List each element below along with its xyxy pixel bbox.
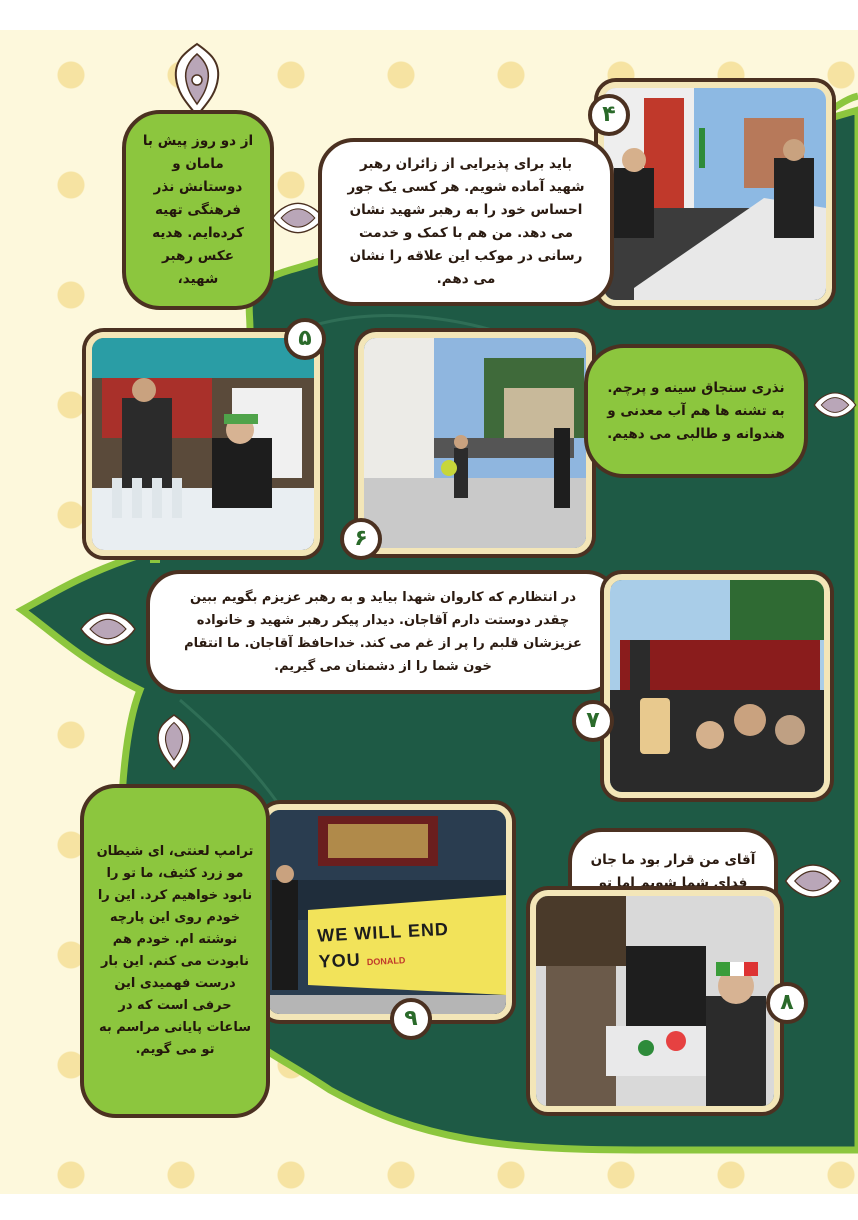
ornament-icon — [812, 385, 858, 425]
section-number-6: ۶ — [340, 518, 382, 560]
section-number-4: ۴ — [588, 94, 630, 136]
photo-6-street — [358, 332, 592, 554]
ornament-icon — [168, 40, 226, 120]
caption-bubble-9: ترامپ لعنتی، ای شیطان مو زرد کثیف، ما تو را نابود خواهیم کرد. این را خودم روی این پارچه نوشته ام. خودم هم نابودت می کنم. این بار درست فهمیدی این حرفی است که در ساعات پایانی مراسم به تو می گویم. — [80, 784, 270, 1118]
caption-bubble-5: از دو روز پیش با مامان و دوستانش نذر فرهنگی تهیه کرده‌ایم. هدیه عکس رهبر شهید، — [122, 110, 274, 310]
caption-bubble-8: آقای من قرار بود ما جان فدای شما شویم اما تو — [568, 828, 778, 938]
photo-5-water-bottles — [86, 332, 320, 556]
ornament-icon — [782, 862, 844, 900]
caption-bubble-4: باید برای پذیرایی از زائران رهبر شهید آماده شویم. هر کسی یک جور احساس خود را به رهبر شهید نشان می دهد. من هم با کمک و خدمت رسانی در موکب این علاقه را نشان می دهم. — [318, 138, 614, 306]
banner-text — [317, 913, 500, 977]
banner-signature: DONALD — [366, 955, 406, 968]
photo-7-crowd — [604, 574, 830, 798]
section-number-5: ۵ — [284, 318, 326, 360]
ornament-icon — [150, 712, 198, 772]
section-number-9: ۹ — [390, 998, 432, 1040]
section-number-7: ۷ — [572, 700, 614, 742]
banner-line-2: YOU — [318, 949, 362, 972]
photo-8-watermelon — [530, 890, 780, 1112]
ornament-icon — [78, 610, 138, 648]
photo-4-mowkib-table — [598, 82, 832, 306]
caption-bubble-6: نذری سنجاق سینه و پرچم. به تشنه ها هم آب معدنی و هندوانه و طالبی می دهیم. — [584, 344, 808, 478]
section-number-8: ۸ — [766, 982, 808, 1024]
photo-9-banner — [262, 804, 512, 1020]
banner-line-1: WE WILL END — [316, 918, 450, 946]
caption-bubble-7: در انتظارم که کاروان شهدا بیاید و به رهبر عزیزم بگویم ببین چقدر دوستت دارم آقاجان. دیدار پیکر رهبر شهید و خانواده عزیزشان قلبم را پر از غم می کند. خداحافظ آقاجان. ما انتقام خون شما را از دشمنان می گیریم. — [146, 570, 620, 694]
